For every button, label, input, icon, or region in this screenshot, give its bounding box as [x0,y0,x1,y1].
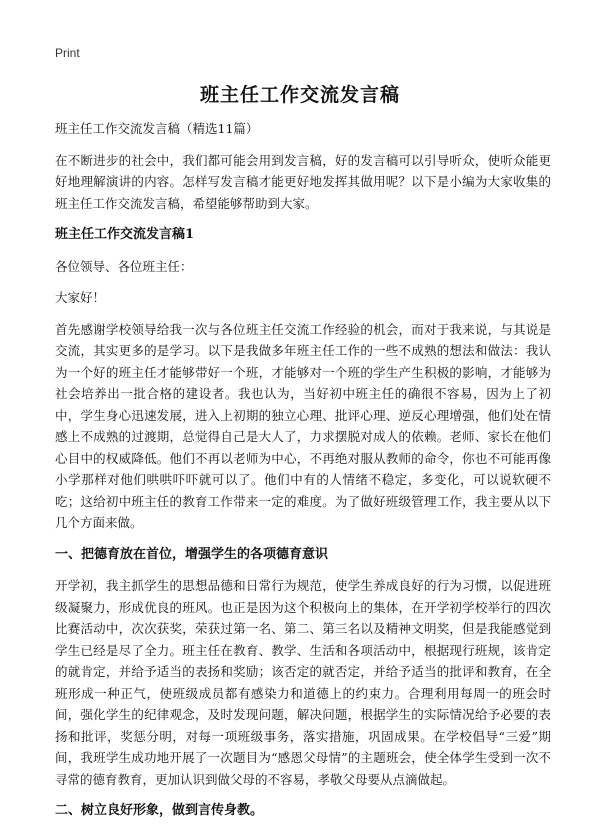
greeting-line: 各位领导、各位班主任： [55,258,193,274]
section-heading: 班主任工作交流发言稿1 [55,227,195,242]
document-body [55,118,551,832]
intro-paragraph: 在不断进步的社会中，我们都可能会用到发言稿，好的发言稿可以引导听众，使听众能更好地理解演讲的内容。怎样写发言稿才能更好地发挥其做用呢？以下是小编为大家收集的班主任工作交流发言稿，希望能够帮助到大家。 [55,152,551,211]
subheading-one: 一、把德育放在首位，增强学生的各项德育意识 [55,546,329,562]
document-subtitle: 班主任工作交流发言稿（精选11篇） [55,121,259,136]
subheading-two: 二、树立良好形象，做到言传身教。 [55,803,264,818]
hello-line: 大家好！ [55,290,106,305]
body-paragraph-1: 首先感谢学校领导给我一次与各位班主任交流工作经验的机会，而对于我来说，与其说是交流，其实更多的是学习。以下是我做多年班主任工作的一些不成熟的想法和做法：我认为一个好的班主任才能够带好一个班，才能够对一个班的学生产生积极的影响，才能够为社会培养出一批合格的建设者。我也认为，当好初中班主任的确很不容易，因为上了初中，学生身心迅速发展，进入上初期的独立心理、批评心理、逆反心理增强，他们处在情感上不成熟的过渡期，总觉得自己是大人了，力求摆脱对成人的依赖。老师、家长在他们心目中的权威降低。他们不再以老师为中心，不再绝对服从教师的命令，你也不可能再像小学那样对他们哄哄吓吓就可以了。他们中有的人情绪不稳定，多变化，可以说软硬不吃；这给初中班主任的教育工作带来一定的难度。为了做好班级管理工作，我主要从以下几个方面来做。 [55,321,551,530]
document-title: 班主任工作交流发言稿 [199,84,400,106]
body-paragraph-2: 开学初，我主抓学生的思想品德和日常行为规范，使学生养成良好的行为习惯，以促进班级凝聚力，形成优良的班风。也正是因为这个积极向上的集体，在开学初学校举行的四次比赛活动中，次次获奖，荣获过第一名、第二、第三名以及精神文明奖，但是我能感觉到学生已经是尽了全力。班主任在教育、教学、生活和各项活动中，根据现行班规，该肯定的就肯定，并给予适当的表扬和奖励；该否定的就否定，并给予适当的批评和教育，在全班形成一种正气，使班级成员都有感染力和道德上的约束力。合理利用每周一的班会时间，强化学生的纪律观念，及时发现问题，解决问题，根据学生的实际情况给予必要的表扬和批评，奖惩分明，对每一项班级事务，落实措施，巩固成果。在学校倡导“三爱”期间，我班学生成功地开展了一次题目为“感恩父母情”的主题班会，使全体学生受到一次不寻常的德育教育，更加认识到做父母的不容易，孝敬父母要从点滴做起。 [55,578,551,787]
print-label: Print [55,46,80,60]
